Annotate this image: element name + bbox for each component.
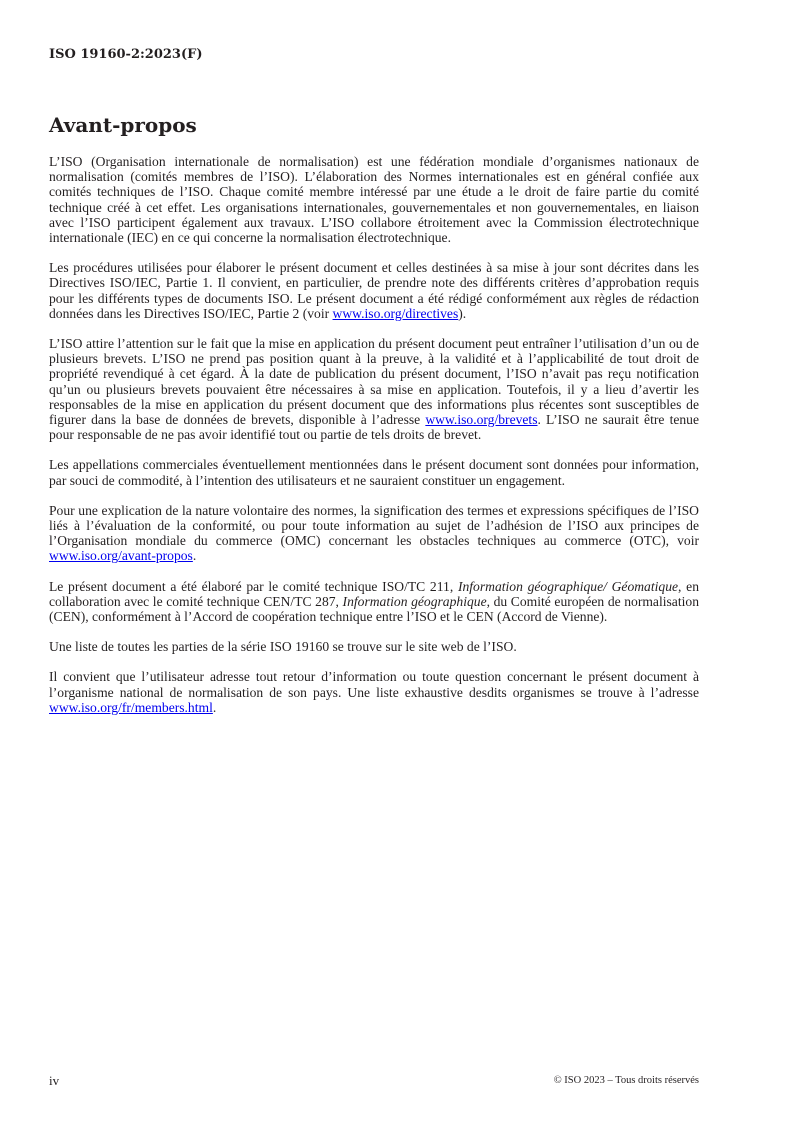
paragraph-series-list: Une liste de toutes les parties de la série ISO 19160 se trouve sur le site web de l’ISO. xyxy=(49,639,517,655)
document-identifier: ISO 19160-2:2023(F) xyxy=(49,47,203,62)
link-brevets[interactable]: www.iso.org/brevets xyxy=(425,412,538,428)
paragraph-procedures: Les procédures utilisées pour élaborer le présent document et celles destinées à sa mise à jour sont décrites dans les Directives ISO/IEC, Partie 1. Il convient, en particulier, de prendre note des différents critères d’approbation requis pour les différents types de documents ISO. Le présent document a été rédigé conformément aux règles de rédaction données dans les Directives ISO/IEC, Partie 2 (voir www.iso.org/directives). xyxy=(49,260,699,321)
paragraph-iso-description: L’ISO (Organisation internationale de normalisation) est une fédération mondiale d’organismes nationaux de normalisation (comités membres de l’ISO). L’élaboration des Normes internationales est en général confiée aux comités techniques de l’ISO. Chaque comité membre intéressé par une étude a le droit de faire partie du comité technique créé à cet effet. Les organisations internationales, gouvernementales et non gouvernementales, en liaison avec l’ISO participent également aux travaux. L’ISO collabore étroitement avec la Commission électrotechnique internationale (IEC) en ce qui concerne la normalisation électrotechnique. xyxy=(49,154,699,246)
paragraph-voluntary-nature: Pour une explication de la nature volontaire des normes, la signification des termes et expressions spécifiques de l’ISO liés à l’évaluation de la conformité, ou pour toute information au sujet de l’adhésion de l’ISO aux principes de l’Organisation mondiale du commerce (OMC) concernant les obstacles techniques au commerce (OTC), voir www.iso.org/avant-propos. xyxy=(49,502,699,564)
page-number: iv xyxy=(49,1073,60,1088)
link-directives[interactable]: www.iso.org/directives xyxy=(332,305,459,321)
link-avant-propos[interactable]: www.iso.org/avant-propos xyxy=(49,548,193,564)
copyright-notice: © ISO 2023 – Tous droits réservés xyxy=(553,1075,699,1086)
paragraph-patents: L’ISO attire l’attention sur le fait que la mise en application du présent document peut entraîner l’utilisation d’un ou de plusieurs brevets. L’ISO ne prend pas position quant à la preuve, à la validité et à l’applicabilité de tout droit de propriété revendiqué à cet égard. À la date de publication du présent document, l’ISO n’avait pas reçu notification qu’un ou plusieurs brevets pouvaient être nécessaires à sa mise en application. Toutefois, il y a lieu d’avertir les responsables de la mise en application du présent document que des informations plus récentes sont susceptibles de figurer dans la base de données de brevets, disponible à l’adresse www.iso.org/brevets. L’ISO ne saurait être tenue pour responsable de ne pas avoir identifié tout ou partie de tels droits de brevet. xyxy=(49,336,700,443)
paragraph-feedback: Il convient que l’utilisateur adresse tout retour d’information ou toute question concernant le présent document à l’organisme national de normalisation de son pays. Une liste exhaustive desdits organismes se trouve à l’adresse www.iso.org/fr/members.html. xyxy=(49,669,699,715)
foreword-body xyxy=(49,154,699,730)
link-members[interactable]: www.iso.org/fr/members.html xyxy=(49,699,213,715)
page-title: Avant-propos xyxy=(49,113,197,137)
paragraph-committee: Le présent document a été élaboré par le comité technique ISO/TC 211, Information géographique/ Géomatique, en collaboration avec le comité technique CEN/TC 287, Information géographique, du Comité européen de normalisation (CEN), conformément à l’Accord de coopération technique entre l’ISO et le CEN (Accord de Vienne). xyxy=(49,578,699,625)
paragraph-trade-names: Les appellations commerciales éventuellement mentionnées dans le présent document sont données pour information, par souci de commodité, à l’intention des utilisateurs et ne sauraient constituer un engagement. xyxy=(49,457,699,488)
